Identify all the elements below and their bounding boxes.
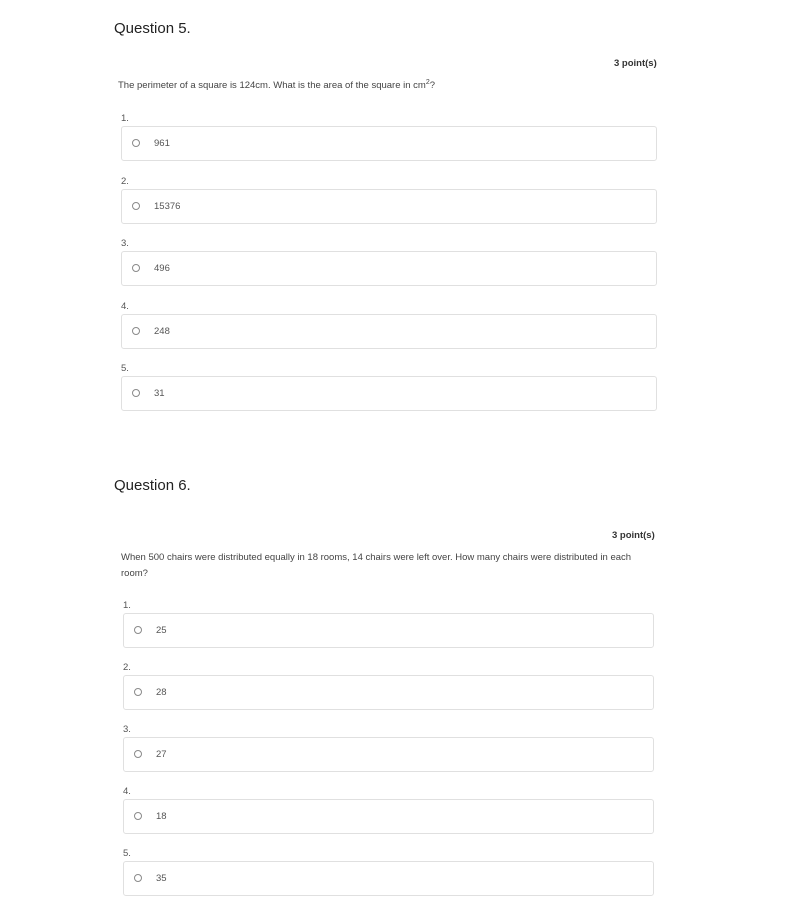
question-points: 3 point(s): [612, 530, 655, 541]
question-title: Question 6.: [114, 477, 191, 494]
answer-option-248[interactable]: [121, 314, 657, 349]
question-points: 3 point(s): [614, 58, 657, 69]
radio-unchecked-icon[interactable]: [134, 874, 142, 882]
answer-option-961[interactable]: [121, 126, 657, 161]
question-text: When 500 chairs were distributed equally in 18 rooms, 14 chairs were left over. How many chairs were distributed in each room?: [121, 552, 632, 579]
answer-option-28[interactable]: [123, 675, 654, 710]
question-text-suffix: ?: [429, 80, 436, 91]
question-text-main: The perimeter of a square is 124cm. What is the area of the square in cm: [118, 80, 426, 91]
radio-unchecked-icon[interactable]: [134, 812, 142, 820]
option-label: 31: [154, 388, 165, 399]
radio-unchecked-icon[interactable]: [132, 139, 140, 147]
option-number: 2.: [121, 176, 129, 187]
option-label: 25: [156, 625, 167, 636]
answer-option-31[interactable]: [121, 376, 657, 411]
answer-option-25[interactable]: [123, 613, 654, 648]
radio-unchecked-icon[interactable]: [132, 389, 140, 397]
question-text: [118, 78, 658, 94]
option-label: 961: [154, 138, 170, 149]
question-text-superscript: 2: [425, 78, 430, 86]
option-label: 28: [156, 687, 167, 698]
answer-option-496[interactable]: [121, 251, 657, 286]
option-label: 15376: [154, 201, 181, 212]
option-number: 2.: [123, 662, 131, 673]
answer-option-27[interactable]: [123, 737, 654, 772]
answer-option-35[interactable]: [123, 861, 654, 896]
option-label: 27: [156, 749, 167, 760]
option-number: 1.: [121, 113, 129, 124]
option-label: 35: [156, 873, 167, 884]
radio-unchecked-icon[interactable]: [132, 264, 140, 272]
option-number: 4.: [121, 301, 129, 312]
option-number: 3.: [121, 238, 129, 249]
option-label: 496: [154, 263, 170, 274]
option-label: 18: [156, 811, 167, 822]
option-number: 5.: [121, 363, 129, 374]
radio-unchecked-icon[interactable]: [134, 688, 142, 696]
option-number: 1.: [123, 600, 131, 611]
option-label: 248: [154, 326, 170, 337]
option-number: 5.: [123, 848, 131, 859]
answer-option-15376[interactable]: [121, 189, 657, 224]
answer-option-18[interactable]: [123, 799, 654, 834]
radio-unchecked-icon[interactable]: [132, 327, 140, 335]
question-title: Question 5.: [114, 20, 191, 37]
radio-unchecked-icon[interactable]: [132, 202, 140, 210]
radio-unchecked-icon[interactable]: [134, 626, 142, 634]
option-number: 4.: [123, 786, 131, 797]
option-number: 3.: [123, 724, 131, 735]
radio-unchecked-icon[interactable]: [134, 750, 142, 758]
